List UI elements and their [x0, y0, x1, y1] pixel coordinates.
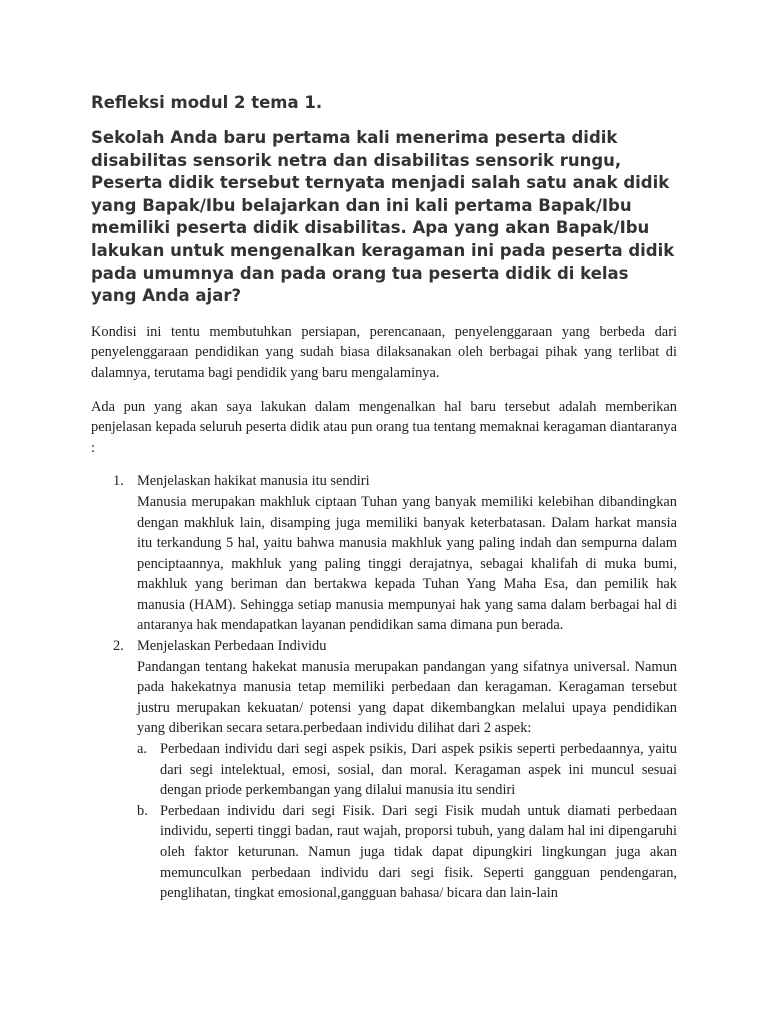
sub-list-item	[137, 801, 677, 904]
document-title: Refleksi modul 2 tema 1.	[91, 93, 323, 112]
sub-list	[137, 739, 677, 904]
sub-list-item	[137, 739, 677, 801]
sub-list-letter: a.	[137, 741, 147, 758]
explanation-list	[91, 471, 677, 903]
paragraph-intro: Ada pun yang akan saya lakukan dalam mengenalkan hal baru tersebut adalah memberikan penjelasan kepada seluruh peserta didik atau pun orang tua tentang memaknai keragaman diantaranya :	[91, 398, 677, 456]
paragraph-conditions: Kondisi ini tentu membutuhkan persiapan, perencanaan, penyelenggaraan yang berbeda dari penyelenggaraan pendidikan yang sudah biasa dilaksanakan oleh berbagai pihak yang terlibat di dalamnya, terutama bagi pendidik yang baru mengalaminya.	[91, 323, 677, 381]
list-item-title: Menjelaskan hakikat manusia itu sendiri	[137, 473, 370, 490]
list-number: 2.	[113, 638, 124, 655]
list-item	[91, 636, 677, 904]
document-page	[91, 92, 677, 904]
list-item-body: Manusia merupakan makhluk ciptaan Tuhan yang banyak memiliki kelebihan dibandingkan dengan makhluk lain, disamping juga memiliki banyak keterbatasan. Dalam harkat mansia itu terkandung 5 hal, yaitu bahwa manusia makhluk yang paling indah dan sempurna dalam penciptaannya, makhluk yang paling tinggi derajatnya, sebagai khalifah di muka bumi, makhluk yang beriman dan bertakwa kepada Tuhan Yang Maha Esa, dan pemilik hak manusia (HAM). Sehingga setiap manusia mempunyai hak yang sama dalam berbagai hal di antaranya hak mendapatkan layanan pendidikan sama dimana pun berada.	[137, 493, 677, 634]
list-item	[91, 471, 677, 636]
list-item-body: Pandangan tentang hakekat manusia merupakan pandangan yang sifatnya universal. Namun pada hakekatnya manusia tetap memiliki perbedaan dan keragaman. Keragaman tersebut justru merupakan kekuatan/ potensi yang dapat dikembangkan melalui upaya pendidikan yang diberikan secara setara.perbedaan individu dilihat dari 2 aspek:	[137, 658, 677, 737]
reflection-question: Sekolah Anda baru pertama kali menerima peserta didik disabilitas sensorik netra dan disabilitas sensorik rungu, Peserta didik tersebut ternyata menjadi salah satu anak didik yang Bapak/Ibu belajarkan dan ini kali pertama Bapak/Ibu memiliki peserta didik disabilitas. Apa yang akan Bapak/Ibu lakukan untuk mengenalkan keragaman ini pada peserta didik pada umumnya dan pada orang tua peserta didik di kelas yang Anda ajar?	[91, 128, 675, 306]
sub-list-text: Perbedaan individu dari segi Fisik. Dari segi Fisik mudah untuk diamati perbedaan individu, seperti tinggi badan, raut wajah, proporsi tubuh, yang dalam hal ini dipengaruhi oleh faktor keturunan. Namun juga tidak dapat dipungkiri lingkungan juga akan memunculkan perbedaan individu dari segi fisik. Seperti gangguan pendengaran, penglihatan, tingkat emosional,gangguan bahasa/ bicara dan lain-lain	[160, 802, 677, 902]
list-number: 1.	[113, 473, 124, 490]
sub-list-letter: b.	[137, 802, 148, 819]
list-item-title: Menjelaskan Perbedaan Individu	[137, 638, 327, 655]
sub-list-text: Perbedaan individu dari segi aspek psikis, Dari aspek psikis seperti perbedaannya, yaitu dari segi intelektual, emosi, sosial, dan moral. Keragaman aspek ini muncul sesuai dengan priode perkembangan yang dilalui manusia itu sendiri	[160, 741, 677, 799]
